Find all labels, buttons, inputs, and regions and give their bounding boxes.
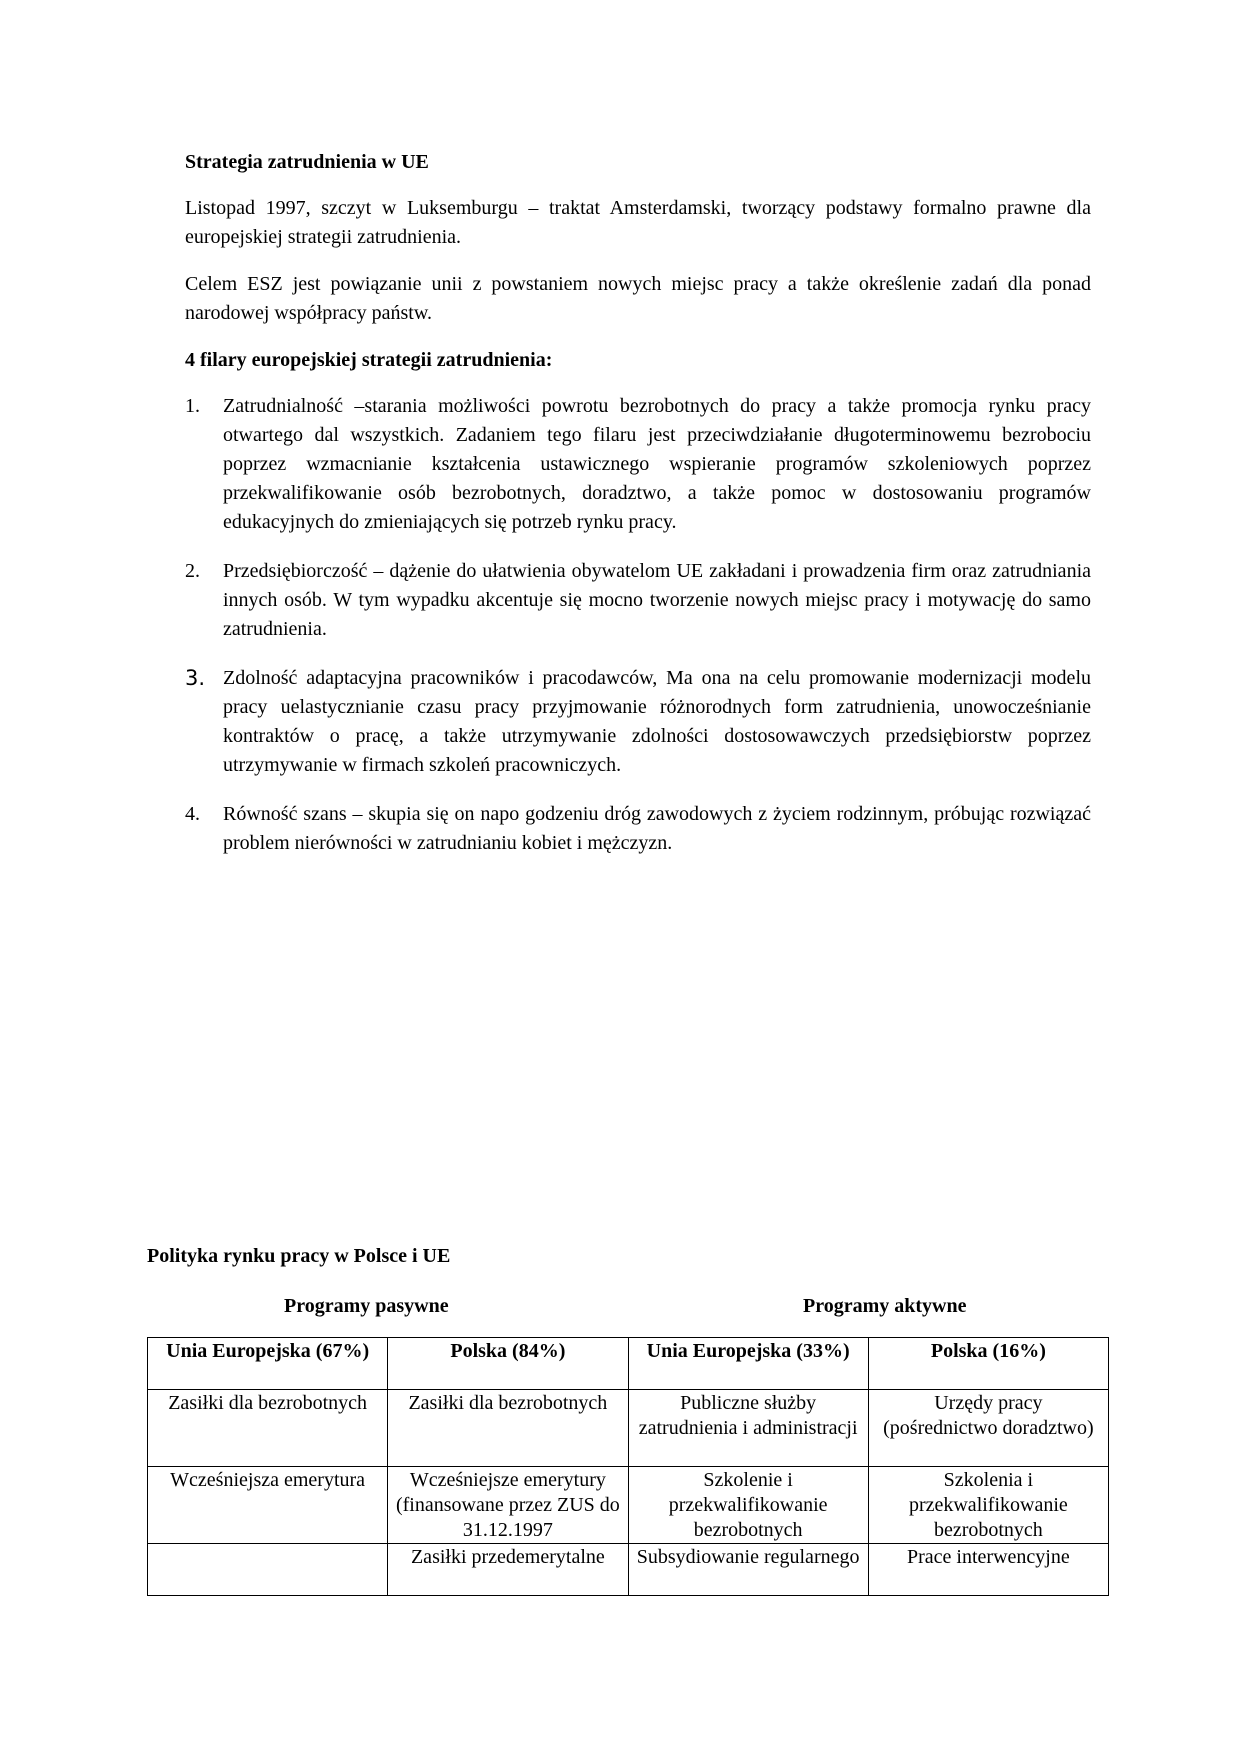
table-row — [148, 1467, 1109, 1544]
table-cell: Zasiłki przedemerytalne — [388, 1544, 628, 1596]
section-polityka — [147, 1242, 1109, 1596]
programs-passive-label: Programy pasywne — [284, 1295, 449, 1317]
list-number: 2. — [185, 560, 200, 582]
program-labels — [147, 1292, 1109, 1321]
table-cell: Subsydiowanie regularnego — [628, 1544, 868, 1596]
section-strategia — [185, 148, 1091, 878]
table-cell: Wcześniejsze emerytury (finansowane przez ZUS do 31.12.1997 — [388, 1467, 628, 1544]
table-row — [148, 1390, 1109, 1467]
list-text: Równość szans – skupia się on napo godzeniu dróg zawodowych z życiem rodzinnym, próbując rozwiązać problem nierówności w zatrudnianiu kobiet i mężczyzn. — [223, 803, 1091, 854]
table-cell — [148, 1544, 388, 1596]
list-number: 3. — [185, 666, 206, 690]
table-cell: Prace interwencyjne — [868, 1544, 1108, 1596]
list-number: 4. — [185, 803, 200, 825]
table-cell: Szkolenie i przekwalifikowanie bezrobotnych — [628, 1467, 868, 1544]
list-item — [185, 392, 1091, 537]
filary-list — [185, 392, 1091, 858]
paragraph-intro: Listopad 1997, szczyt w Luksemburgu – traktat Amsterdamski, tworzący podstawy formalno prawne dla europejskiej strategii zatrudnienia. — [185, 197, 1091, 248]
header-pl-passive: Polska (84%) — [388, 1338, 628, 1390]
table-cell: Urzędy pracy (pośrednictwo doradztwo) — [868, 1390, 1108, 1467]
table-header-row — [148, 1338, 1109, 1390]
table-row — [148, 1544, 1109, 1596]
programs-active-label: Programy aktywne — [803, 1295, 967, 1317]
header-ue-passive: Unia Europejska (67%) — [148, 1338, 388, 1390]
list-item — [185, 664, 1091, 780]
list-number: 1. — [185, 395, 200, 417]
table-cell: Wcześniejsza emerytura — [148, 1467, 388, 1544]
table-cell: Publiczne służby zatrudnienia i administracji — [628, 1390, 868, 1467]
list-text: Zdolność adaptacyjna pracowników i pracodawców, Ma ona na celu promowanie modernizacji modelu pracy uelastycznianie czasu pracy przyjmowanie różnorodnych form zatrudnienia, unowocześnianie kontraktów o pracę, a także utrzymywanie zdolności dostosowawczych przedsiębiorstw poprzez utrzymywanie w firmach szkoleń pracowniczych. — [223, 667, 1091, 776]
filary-heading: 4 filary europejskiej strategii zatrudnienia: — [185, 349, 553, 371]
programs-table — [147, 1337, 1109, 1596]
header-pl-active: Polska (16%) — [868, 1338, 1108, 1390]
list-item — [185, 800, 1091, 858]
list-text: Przedsiębiorczość – dążenie do ułatwienia obywatelom UE zakładani i prowadzenia firm oraz zatrudniania innych osób. W tym wypadku akcentuje się mocno tworzenie nowych miejsc pracy i motywację do samo zatrudnienia. — [223, 560, 1091, 640]
table-cell: Zasiłki dla bezrobotnych — [388, 1390, 628, 1467]
table-cell: Szkolenia i przekwalifikowanie bezrobotnych — [868, 1467, 1108, 1544]
list-text: Zatrudnialność –starania możliwości powrotu bezrobotnych do pracy a także promocja rynku pracy otwartego dal wszystkich. Zadaniem tego filaru jest przeciwdziałanie długoterminowemu bezrobociu poprzez wzmacnianie kształcenia ustawicznego wspieranie programów szkoleniowych poprzez przekwalifikowanie osób bezrobotnych, doradztwo, a także pomoc w dostosowaniu programów edukacyjnych do zmieniających się potrzeb rynku pracy. — [223, 395, 1091, 533]
list-item — [185, 557, 1091, 644]
page-title: Strategia zatrudnienia w UE — [185, 151, 429, 173]
paragraph-goal: Celem ESZ jest powiązanie unii z powstaniem nowych miejsc pracy a także określenie zadań dla ponad narodowej współpracy państw. — [185, 273, 1091, 324]
header-ue-active: Unia Europejska (33%) — [628, 1338, 868, 1390]
table-cell: Zasiłki dla bezrobotnych — [148, 1390, 388, 1467]
section-title: Polityka rynku pracy w Polsce i UE — [147, 1245, 451, 1267]
